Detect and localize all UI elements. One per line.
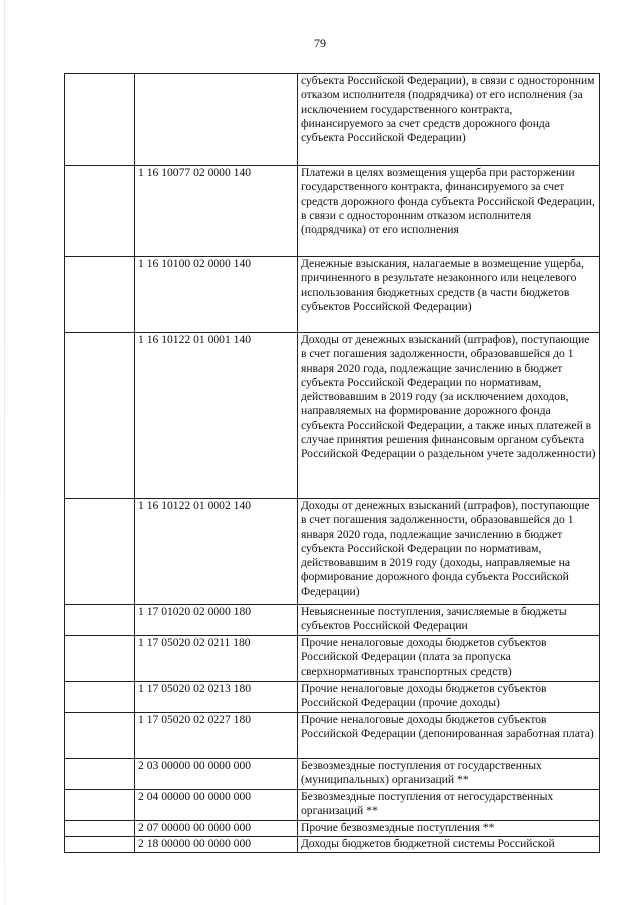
description-cell: Прочие неналоговые доходы бюджетов субъектов Российской Федерации (плата за пропуска сверхнормативных транспортных средств) <box>298 636 600 682</box>
revenue-codes-table <box>64 73 600 853</box>
description-cell: Невыясненные поступления, зачисляемые в бюджеты субъектов Российской Федерации <box>298 605 600 636</box>
code-cell: 1 16 10100 02 0000 140 <box>135 257 298 333</box>
description-cell: Безвозмездные поступления от негосударственных организаций ** <box>298 790 600 821</box>
table-row <box>65 837 600 853</box>
code-cell: 1 16 10122 01 0002 140 <box>135 499 298 605</box>
description-cell: субъекта Российской Федерации), в связи с односторонним отказом исполнителя (подрядчика) от его исполнения (за исключением государственного контракта, финансируемого за счет средств дорожного фонда субъекта Российской Федерации) <box>298 74 600 166</box>
code-cell: 1 17 05020 02 0213 180 <box>135 682 298 713</box>
empty-cell <box>65 790 135 821</box>
description-cell: Доходы от денежных взысканий (штрафов), поступающие в счет погашения задолженности, образовавшейся до 1 января 2020 года, подлежащие зачислению в бюджет субъекта Российской Федерации по нормативам, действовавшим в 2019 году (доходы, направляемые на формирование дорожного фонда субъекта Российской Федерации) <box>298 499 600 605</box>
table-row <box>65 790 600 821</box>
description-cell: Прочие неналоговые доходы бюджетов субъектов Российской Федерации (депонированная заработная плата) <box>298 713 600 759</box>
table-row <box>65 166 600 257</box>
scan-edge <box>4 0 5 905</box>
table-row <box>65 759 600 790</box>
empty-cell <box>65 166 135 257</box>
code-cell: 2 18 00000 00 0000 000 <box>135 837 298 853</box>
code-cell: 2 03 00000 00 0000 000 <box>135 759 298 790</box>
code-cell: 1 17 05020 02 0211 180 <box>135 636 298 682</box>
table-row <box>65 682 600 713</box>
code-cell: 1 17 01020 02 0000 180 <box>135 605 298 636</box>
code-cell: 1 17 05020 02 0227 180 <box>135 713 298 759</box>
table-row <box>65 605 600 636</box>
empty-cell <box>65 333 135 499</box>
table-row <box>65 74 600 166</box>
table-row <box>65 333 600 499</box>
table-row <box>65 499 600 605</box>
empty-cell <box>65 682 135 713</box>
empty-cell <box>65 499 135 605</box>
table-row <box>65 713 600 759</box>
table-row <box>65 821 600 837</box>
empty-cell <box>65 821 135 837</box>
description-cell: Прочие неналоговые доходы бюджетов субъектов Российской Федерации (прочие доходы) <box>298 682 600 713</box>
empty-cell <box>65 257 135 333</box>
description-cell: Платежи в целях возмещения ущерба при расторжении государственного контракта, финансируемого за счет средств дорожного фонда субъекта Российской Федерации, в связи с односторонним отказом исполнителя (подрядчика) от его исполнения <box>298 166 600 257</box>
code-cell: 1 16 10077 02 0000 140 <box>135 166 298 257</box>
code-cell: 2 04 00000 00 0000 000 <box>135 790 298 821</box>
description-cell: Безвозмездные поступления от государственных (муниципальных) организаций ** <box>298 759 600 790</box>
empty-cell <box>65 636 135 682</box>
description-cell: Прочие безвозмездные поступления ** <box>298 821 600 837</box>
empty-cell <box>65 605 135 636</box>
code-cell <box>135 74 298 166</box>
code-cell: 2 07 00000 00 0000 000 <box>135 821 298 837</box>
page-number: 79 <box>314 36 326 50</box>
table-row <box>65 257 600 333</box>
empty-cell <box>65 713 135 759</box>
description-cell: Доходы от денежных взысканий (штрафов), поступающие в счет погашения задолженности, образовавшейся до 1 января 2020 года, подлежащие зачислению в бюджет субъекта Российской Федерации по нормативам, действовавшим в 2019 году (за исключением доходов, направляемых на формирование дорожного фонда субъекта Российской Федерации, а также иных платежей в случае принятия решения финансовым органом субъекта Российской Федерации о раздельном учете задолженности) <box>298 333 600 499</box>
table-row <box>65 636 600 682</box>
description-cell: Доходы бюджетов бюджетной системы Российской <box>298 837 600 853</box>
description-cell: Денежные взыскания, налагаемые в возмещение ущерба, причиненного в результате незаконного или нецелевого использования бюджетных средств (в части бюджетов субъектов Российской Федерации) <box>298 257 600 333</box>
empty-cell <box>65 74 135 166</box>
empty-cell <box>65 759 135 790</box>
code-cell: 1 16 10122 01 0001 140 <box>135 333 298 499</box>
empty-cell <box>65 837 135 853</box>
